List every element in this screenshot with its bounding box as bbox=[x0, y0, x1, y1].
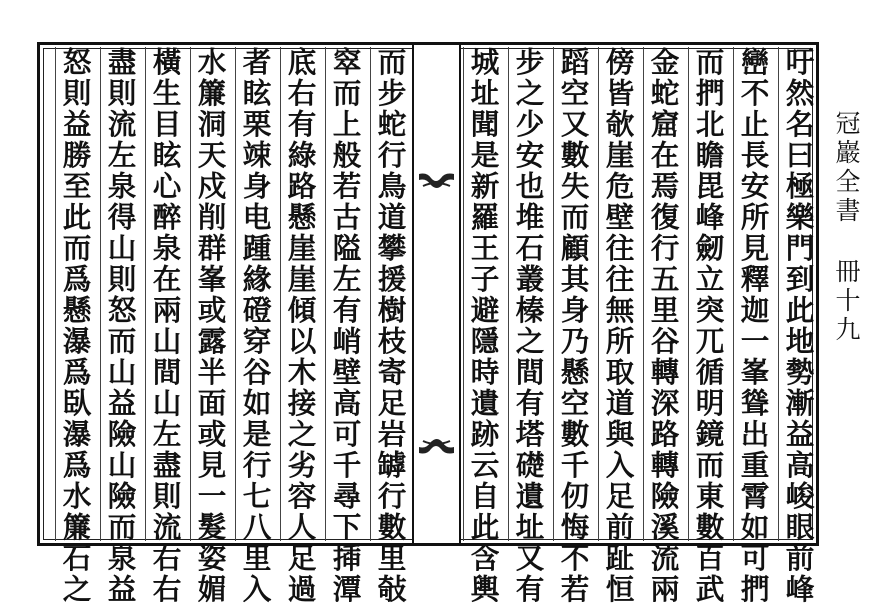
text-column: 城址聞是新羅王子避隱時遺跡云自此含輿 bbox=[463, 47, 503, 541]
text-column: 步之少安也堆石叢榛之間有塔礎遺址又有 bbox=[508, 47, 548, 541]
center-fold bbox=[412, 45, 461, 543]
text-column: 蹈空又數失而顧其身乃懸空數千仞悔不若 bbox=[553, 47, 593, 541]
text-column: 傍皆欹崖危壁往往無所取道與入足前趾恒 bbox=[598, 47, 638, 541]
text-column: 盡則流左泉得山則怒而山益險山險而泉益 bbox=[100, 47, 140, 541]
fish-tail-ornament-icon bbox=[417, 170, 456, 192]
fish-tail-ornament-icon bbox=[417, 435, 456, 457]
book-title: 冠巖全書 bbox=[832, 110, 861, 226]
text-column: 底右有綠路懸崖崖傾以木接之劣容人足過 bbox=[280, 47, 320, 541]
text-column: 者眩栗竦身电踵緣磴穿谷如是行七八里入 bbox=[235, 47, 275, 541]
text-column: 橫生目眩心醉泉在兩山間山左盡則流右右 bbox=[145, 47, 185, 541]
text-column: 怒則益勝至此而爲懸瀑爲臥瀑爲水簾石之 bbox=[55, 47, 95, 541]
text-column: 而步蛇行鳥道攀援樹枝寄足岩罅行數里敧 bbox=[370, 47, 410, 541]
text-column: 巒不止長安所見釋迦一峯聳出重霄如可捫 bbox=[733, 47, 773, 541]
text-column: 窣而上般若古隘左有峭壁高可千尋下揷潭 bbox=[325, 47, 365, 541]
text-column: 而捫北瞻毘峰劒立突兀循明鏡而東數百武 bbox=[688, 47, 728, 541]
text-column: 吁然名曰極樂門到此地勢漸益高峻眼前峰 bbox=[778, 47, 818, 541]
text-column: 水簾洞天戍削群峯或露半面或見一髮姿媚 bbox=[190, 47, 230, 541]
text-column: 金蛇窟在焉復行五里谷轉深路轉險溪流兩 bbox=[643, 47, 683, 541]
volume-label: 冊十九 bbox=[832, 258, 861, 345]
